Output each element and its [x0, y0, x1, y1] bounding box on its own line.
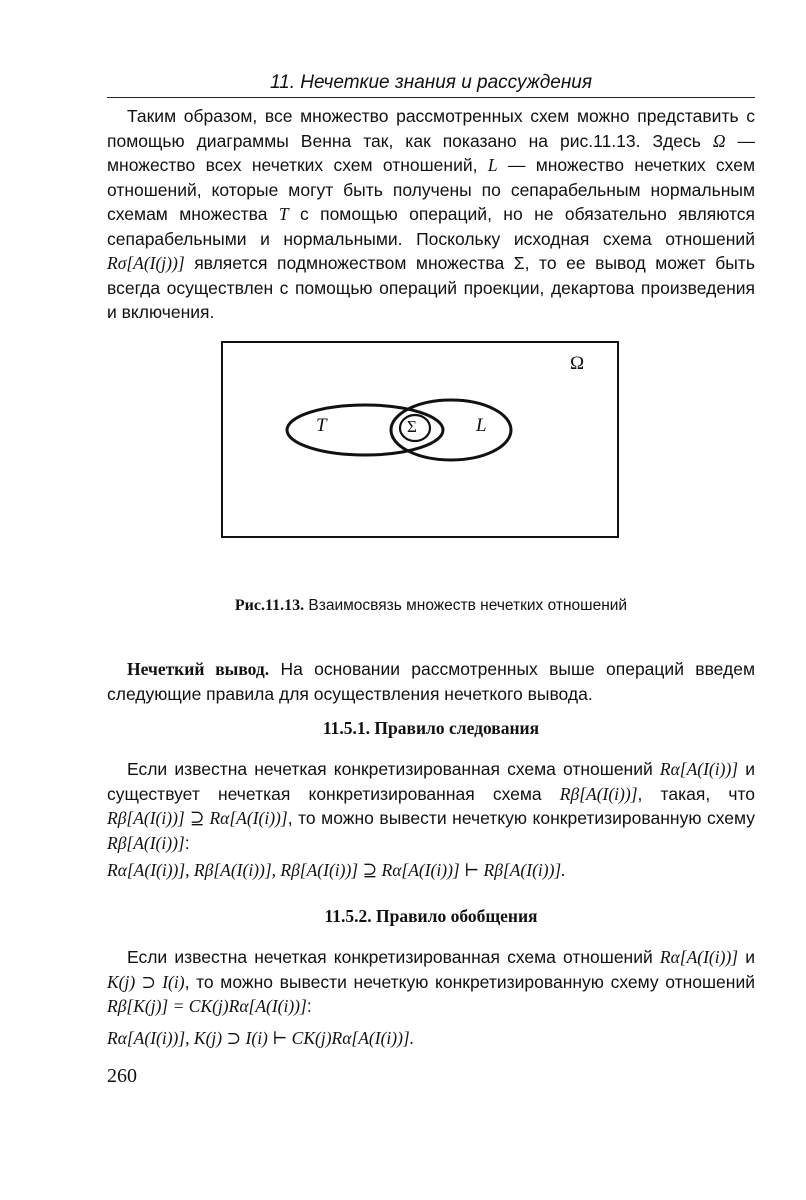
rule2-text-3: , то можно вывести нечеткую конкретизированную схему отношений [184, 971, 756, 992]
l-symbol: L [487, 155, 498, 175]
t-label: T [316, 415, 327, 436]
schema-formula: Rσ[A(I(j))] [107, 253, 185, 273]
figure-caption [107, 597, 755, 615]
rule2-text-1: Если известна нечеткая конкретизированная схема отношений [127, 947, 660, 967]
rule1-text-1: Если известна нечеткая конкретизированная схема отношений [127, 759, 660, 779]
inference-text: На основании рассмотренных выше операций введем следующие правила для осуществления нечеткого вывода. [107, 659, 755, 704]
rule2-title: 11.5.2. Правило обобщения [324, 906, 538, 926]
intro-text-3: — множество нечетких схем отношений, которые могут быть получены по сепарабельным нормальным схемам множества [107, 155, 755, 224]
intro-text-4: с помощью операций, но не обязательно являются сепарабельными и нормальными. Поскольку исходная схема отношений [107, 204, 755, 249]
intro-text-1: Таким образом, все множество рассмотренных схем можно представить с помощью диаграммы Венна так, как показано на рис.11.13. Здесь [107, 106, 755, 151]
rule1-formula-4: Rβ[A(I(i))] [107, 832, 185, 853]
rule2-formula-3: Rβ[K(j)] = CK(j)Rα[A(I(i))] [107, 996, 307, 1016]
inference-paragraph [107, 657, 755, 706]
page-number: 260 [107, 1065, 137, 1087]
caption-number: Рис.11.13. [234, 597, 305, 614]
rule1-formula-2: Rβ[A(I(i))] [559, 783, 638, 804]
t-symbol: T [278, 204, 289, 224]
caption-text: Взаимосвязь множеств нечетких отношений [304, 597, 628, 614]
rule2-paragraph [107, 945, 755, 1019]
rule2-formula-1: Rα[A(I(i))] [659, 947, 739, 967]
omega-symbol: Ω [712, 130, 726, 151]
inference-lead: Нечеткий вывод. [127, 659, 270, 679]
rule1-text-2: и существует нечеткая конкретизированная схема [107, 759, 755, 804]
rule1-formula-3: Rβ[A(I(i))] ⊇ Rα[A(I(i))] [107, 808, 288, 828]
rule1-text-5: : [184, 832, 190, 853]
rule1-paragraph [107, 757, 755, 855]
intro-paragraph [107, 104, 755, 325]
set-t-ellipse [287, 405, 443, 455]
intro-text-5: является подмножеством множества Σ, то ее вывод может быть всегда осуществлен с помощью операций проекции, декартова произведения и включения. [107, 253, 755, 322]
rule2-text-4: : [306, 996, 312, 1016]
rule2-inference-formula: Rα[A(I(i))], K(j) ⊃ I(i) ⊢ CK(j)Rα[A(I(i))]. [107, 1028, 415, 1048]
rule1-title: 11.5.1. Правило следования [322, 718, 540, 738]
rule2-formula-2: K(j) ⊃ I(i) [107, 971, 185, 992]
rule1-text-3: , такая, что [637, 783, 756, 804]
intro-text-2: — множество всех нечетких схем отношений, [107, 130, 755, 175]
venn-diagram [221, 341, 619, 538]
rule1-text-4: , то можно вывести нечеткую конкретизированную схему [287, 808, 755, 828]
l-label: L [476, 415, 487, 436]
rule2-text-2: и [738, 947, 755, 967]
sigma-label: Σ [407, 417, 417, 436]
omega-label: Ω [570, 353, 585, 374]
rule1-inference-formula: Rα[A(I(i))], Rβ[A(I(i))], Rβ[A(I(i))] ⊇ Rα[A(I(i))] ⊢ Rβ[A(I(i))]. [107, 860, 566, 880]
running-header: 11. Нечеткие знания и рассуждения [107, 72, 755, 98]
rule1-formula-1: Rα[A(I(i))] [659, 759, 739, 779]
